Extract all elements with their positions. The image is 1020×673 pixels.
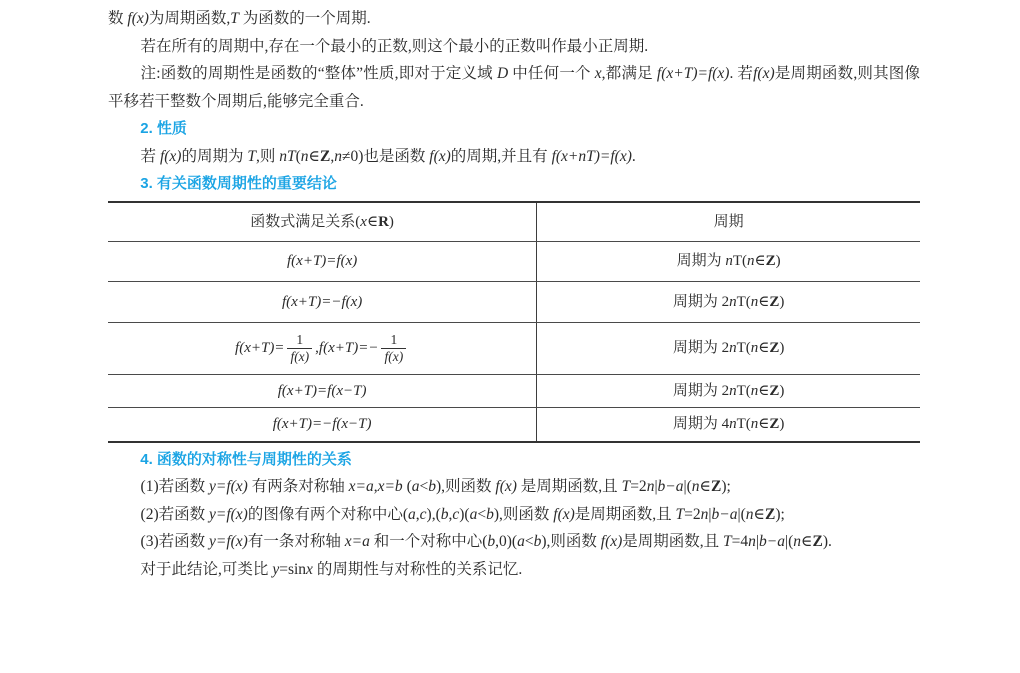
table-header-cell-period: 周期 <box>537 202 920 242</box>
table-row <box>108 282 920 323</box>
paragraph-period-definition: 数 f(x)为周期函数,T 为函数的一个周期. <box>108 10 371 27</box>
table-row <box>108 242 920 282</box>
table-cell-left: f(x+T)=−f(x−T) <box>108 408 537 442</box>
paragraph-property: 若 f(x)的周期为 T,则 nT(n∈Z,n≠0)也是函数 f(x)的周期,并且有 f(x+nT)=f(x). <box>140 147 636 165</box>
fraction: $\frac{1}{f(x)}$ <box>287 332 312 365</box>
table-cell-right: 周期为 2nT(n∈Z) <box>537 375 920 408</box>
fraction: $\frac{1}{f(x)}$ <box>381 332 406 365</box>
table-body <box>108 242 920 442</box>
paragraph-symmetry-3: (3)若函数 y=f(x)有一条对称轴 x=a 和一个对称中心(b,0)(a<b),则函数 f(x)是周期函数,且 T=4n|b−a|(n∈Z). <box>140 533 832 550</box>
section-heading-properties: 2. 性质 <box>140 120 187 137</box>
table-cell-right: 周期为 4nT(n∈Z) <box>672 416 785 433</box>
table-cell-left: f(x+T)=−f(x) <box>108 282 537 323</box>
paragraph-symmetry-1: (1)若函数 y=f(x) 有两条对称轴 x=a,x=b (a<b),则函数 f(x) 是周期函数,且 T=2n|b−a|(n∈Z); <box>140 478 731 495</box>
table-cell-left: f(x+T)=f(x−T) <box>108 375 537 408</box>
section-heading-symmetry: 4. 函数的对称性与周期性的关系 <box>140 450 352 468</box>
paragraph-symmetry-2: (2)若函数 y=f(x)的图像有两个对称中心(a,c),(b,c)(a<b),则函数 f(x)是周期函数,且 T=2n|b−a|(n∈Z); <box>140 505 785 523</box>
page-content <box>108 5 920 583</box>
table-cell-right: 周期为 2nT(n∈Z) <box>537 282 920 323</box>
table-row <box>108 408 920 442</box>
table-head <box>108 202 920 242</box>
paragraph-note: 注:函数的周期性是函数的“整体”性质,即对于定义域 D 中任何一个 x,都满足 f(x+T)=f(x). 若f(x)是周期函数,则其图像平移若干整数个周期后,能够完全重合. <box>108 65 920 110</box>
table-cell-right: 周期为 2nT(n∈Z) <box>537 323 920 375</box>
paragraph-minimal-period: 若在所有的周期中,存在一个最小的正数,则这个最小的正数叫作最小正周期. <box>140 37 649 55</box>
paragraph-analogy: 对于此结论,可类比 y=sinx 的周期性与对称性的关系记忆. <box>140 560 523 578</box>
table-header-cell-relation: 函数式满足关系(x∈R) <box>108 202 537 242</box>
table-header-row <box>108 202 920 242</box>
table-cell-right: 周期为 nT(n∈Z) <box>537 242 920 282</box>
table-row <box>108 375 920 408</box>
table-cell-left: f(x+T)= $\frac{1}{f(x)}$ ,f(x+T)=− $\frac{1}{f(x)}$ <box>108 323 537 375</box>
table-row <box>108 323 920 375</box>
table-cell-left: f(x+T)=f(x) <box>108 242 537 282</box>
section-heading-conclusions: 3. 有关函数周期性的重要结论 <box>140 175 337 192</box>
periodicity-table <box>108 201 920 443</box>
